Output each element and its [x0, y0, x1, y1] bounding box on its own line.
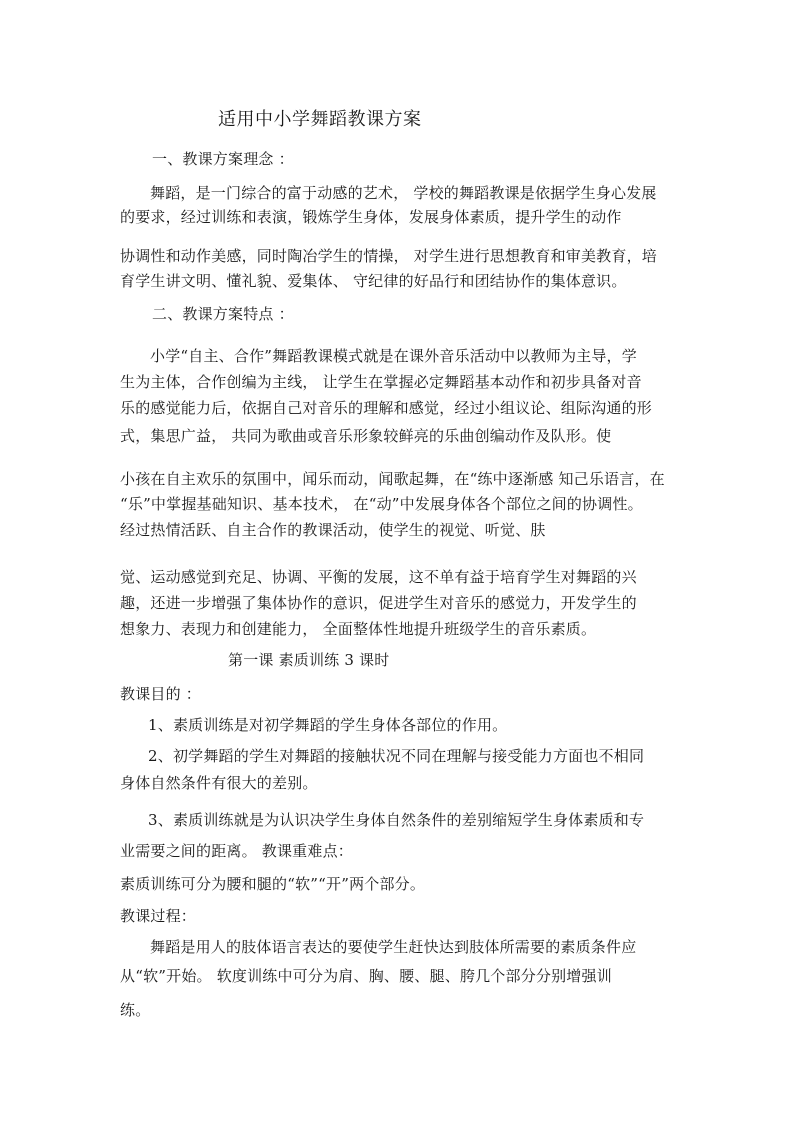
text-line: 经过热情活跃、自主合作的教课活动，使学生的视觉、听觉、肤 [120, 521, 546, 539]
text-line: 想象力、表现力和创建能力， 全面整体性地提升班级学生的音乐素质。 [120, 620, 597, 638]
text-line: 舞蹈是用人的肢体语言表达的要使学生赶快达到肢体所需要的素质条件应 [150, 938, 637, 956]
text-line: 练。 [120, 1001, 151, 1019]
section-heading: 二、教课方案特点 ： [152, 305, 294, 323]
section-heading: 教课目的 ： [120, 685, 201, 703]
text-line: 协调性和动作美感，同时陶冶学生的情操， 对学生进行思想教育和审美教育，培 [120, 247, 657, 265]
text-line: 的要求，经过训练和表演，锻炼学生身体，发展身体素质，提升学生的动作 [120, 208, 622, 226]
text-line: 趣，还进一步增强了集体协作的意识，促进学生对音乐的感觉力，开发学生的 [120, 594, 637, 612]
section-heading: 教课过程： [120, 907, 197, 925]
text-line: 乐的感觉能力后，依据自己对音乐的理解和感觉，经过小组议论、组际沟通的形 [120, 399, 653, 417]
text-line: 身体自然条件有很大的差别。 [120, 774, 318, 792]
list-item: 3、素质训练就是为认识决学生身体自然条件的差别缩短学生身体素质和专 [148, 811, 645, 829]
text-line: 业需要之间的距离。 教课重难点： [120, 842, 353, 860]
text-line: 小孩在自主欢乐的氛围中，闻乐而动，闻歌起舞，在“练中逐渐感 知己乐语言，在 [120, 470, 665, 488]
text-line: “乐”中掌握基础知识、基本技术， 在“动”中发展身体各个部位之间的协调性。 [120, 495, 643, 513]
lesson-heading: 第一课 素质训练 3 课时 [228, 651, 390, 669]
text-line: 育学生讲文明、懂礼貌、爱集体、 守纪律的好品行和团结协作的集体意识。 [120, 272, 627, 290]
text-line: 式，集思广益， 共同为歌曲或音乐形象较鲜亮的乐曲创编动作及队形。使 [120, 427, 612, 445]
section-heading: 一、教课方案理念 ： [152, 150, 294, 168]
text-line: 从“软”开始。 软度训练中可分为肩、胸、腰、腿、胯几个部分分别增强训 [120, 967, 612, 985]
list-item: 2、初学舞蹈的学生对舞蹈的接触状况不同在理解与接受能力方面也不相同 [148, 747, 645, 765]
text-line: 生为主体，合作创编为主线， 让学生在掌握必定舞蹈基本动作和初步具备对音 [120, 373, 642, 391]
text-line: 小学“自主、合作”舞蹈教课模式就是在课外音乐活动中以教师为主导，学 [150, 347, 637, 365]
text-line: 觉、运动感觉到充足、协调、平衡的发展，这不单有益于培育学生对舞蹈的兴 [120, 568, 637, 586]
text-line: 素质训练可分为腰和腿的“软”“开”两个部分。 [120, 875, 426, 893]
list-item: 1、素质训练是对初学舞蹈的学生身体各部位的作用。 [148, 716, 508, 734]
document-title: 适用中小学舞蹈教课方案 [218, 109, 422, 130]
text-line: 舞蹈，是一门综合的富于动感的艺术， 学校的舞蹈教课是依据学生身心发展 [150, 184, 657, 202]
